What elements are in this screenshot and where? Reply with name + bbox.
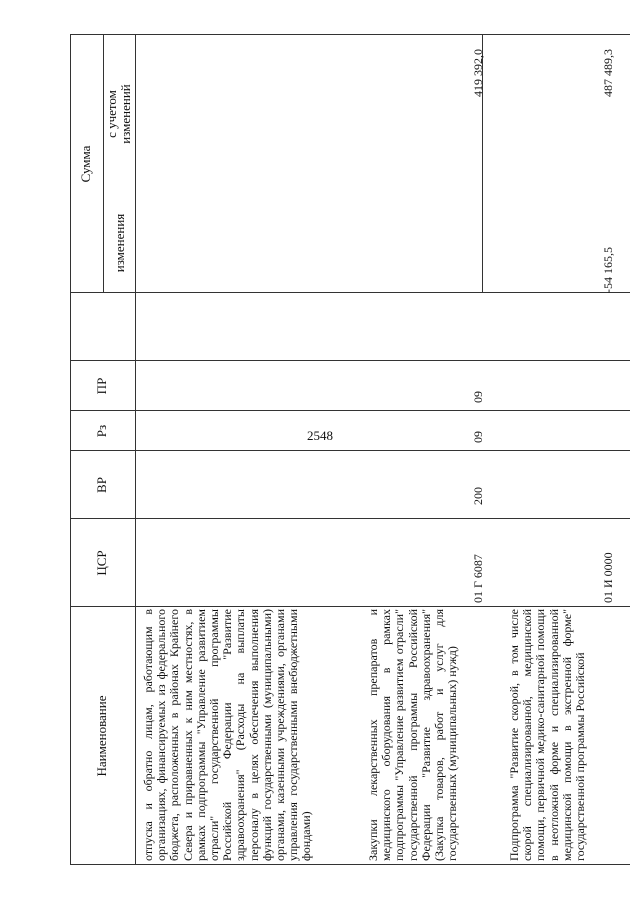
row-2-name: Закупки лекарственных препаратов и медицинского оборудования в рамках подпрограммы "Управление развитием отрасли" государственной программы Российской Федерации "Развитие здравоохранения" (Закупка товаров, работ и услуг для государственных (муниципальных) нужд) bbox=[366, 609, 460, 861]
header-changes: изменения bbox=[112, 213, 127, 273]
header-with-changes-2: изменений bbox=[118, 84, 133, 144]
row-3-csr: 01 И 0000 bbox=[601, 552, 615, 603]
row-1-name: отпуска и обратно лицам, работающим в организациях, финансируемых из федерального бюджета, расположенных в районах Крайнего Севера и приравненных к ним местностях, в рамках подпрограммы "Управление развитием отрасли" государственной программы Российской Федерации "Развитие здравоохранения" (Расходы на выплаты персоналу в целях обеспечения выполнения функций государственными (муниципальными) органами, казенными учреждениями, органами управления государственными внебюджетными фондами) bbox=[141, 609, 314, 861]
header-csr: ЦСР bbox=[94, 550, 109, 576]
row-2-pr: 09 bbox=[471, 391, 485, 403]
row-2-vr: 200 bbox=[471, 487, 485, 505]
header-rz: Рз bbox=[94, 424, 109, 438]
budget-table bbox=[70, 34, 630, 865]
header-pr: ПР bbox=[94, 377, 109, 395]
header-sum: Сумма bbox=[78, 145, 93, 183]
row-3-total: 487 489,3 bbox=[601, 49, 615, 97]
header-name: Наименование bbox=[94, 695, 109, 777]
header-vr: ВР bbox=[94, 477, 109, 493]
row-2-rz: 09 bbox=[471, 431, 485, 443]
page-number: 2548 bbox=[307, 428, 333, 443]
row-2-csr: 01 Г 6087 bbox=[471, 554, 485, 603]
header-with-changes-1: с учетом bbox=[104, 90, 119, 138]
row-3-changes: -54 165,5 bbox=[601, 247, 615, 293]
row-3-name: Подпрограмма "Развитие скорой, в том числе скорой специализированной, медицинской помощи, первичной медико-санитарной помощи в неотложной форме и специализированной медицинской помощи в экстренной форме" государственной программы Российской bbox=[507, 609, 588, 861]
row-2-total: 419 392,0 bbox=[471, 49, 485, 97]
